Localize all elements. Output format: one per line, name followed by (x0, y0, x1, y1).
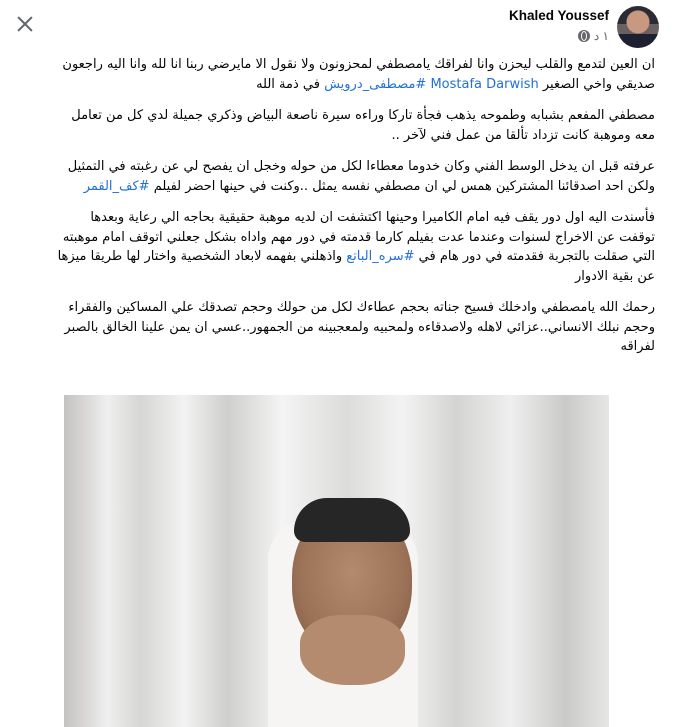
paragraph-6: رحمك الله يامصطفي وادخلك فسيح جناته بحجم عطاءك لكل من حولك وحجم تصدقك علي المساكين والفقراء وحجم نبلك الانساني..عزائي لاهله ولاصدقاءه ولمحبيه ولمعجبينه من الجمهور..عسي ان يمن علينا الخالق بالصبر لفراقه (64, 300, 655, 354)
photo-hand (300, 615, 405, 685)
close-icon[interactable] (14, 13, 36, 35)
mention-link[interactable]: Mostafa Darwish (430, 76, 539, 92)
paragraph-4: عرفته قبل ان يدخل الوسط الفني وكان خدوما معطاءا لكل من حوله وخجل ان يفصح لي عن رغبته في التمثيل ولكن احد اصدقائنا المشتركين همس لي ان مصطفي نفسه يمثل ..وكنت في حينها احضر لفيلم #كف_القمر (67, 159, 655, 194)
paragraph-2: صديقي واخي الصغير Mostafa Darwish #مصطفى_درويش في ذمة الله (256, 76, 655, 92)
timestamp[interactable]: ١ د (593, 29, 609, 43)
paragraph-1: ان العين لتدمع والقلب ليحزن وانا لفراقك يامصطفي لمحزونون ولا نقول الا مايرضي ربنا انا لله وانا اليه راجعون (62, 57, 655, 72)
hashtag-link-darwish[interactable]: #مصطفى_درويش (324, 76, 427, 92)
photo-hair (294, 498, 410, 542)
author-avatar[interactable] (617, 6, 659, 48)
globe-icon (578, 30, 590, 42)
author-name[interactable]: Khaled Youssef (508, 8, 609, 23)
paragraph-3: مصطفي المفعم بشبابه وطموحه يذهب فجأة تاركا وراءه سيرة ناصعة البياض وذكري جميلة لدي كل من تعامل معه وموهبة كانت تزداد تألقا من عمل فني لآخر .. (71, 108, 655, 143)
post-meta (578, 29, 609, 43)
post-text (56, 55, 655, 369)
paragraph-5: فأسندت اليه اول دور يقف فيه امام الكاميرا وحينها اكتشفت ان لديه موهبة حقيقية بحاجه الي رعاية وبعدها توقفت عن الاخراج لسنوات وعندما عدت بفيلم كارما قدمته في دور مهم واداه بشكل جعلني اتوقف امام موهبته التي صقلت بالتجربة فقدمته في دور هام في #سره_الباتع واذهلني بفهمه لابعاد الشخصية واختار لها طريقا ميزها عن بقية الادوار (57, 210, 655, 284)
hashtag-link-kaf-alqamar[interactable]: #كف_القمر (83, 178, 150, 194)
hashtag-link-serroh-albatea[interactable]: #سره_الباتع (346, 249, 415, 264)
